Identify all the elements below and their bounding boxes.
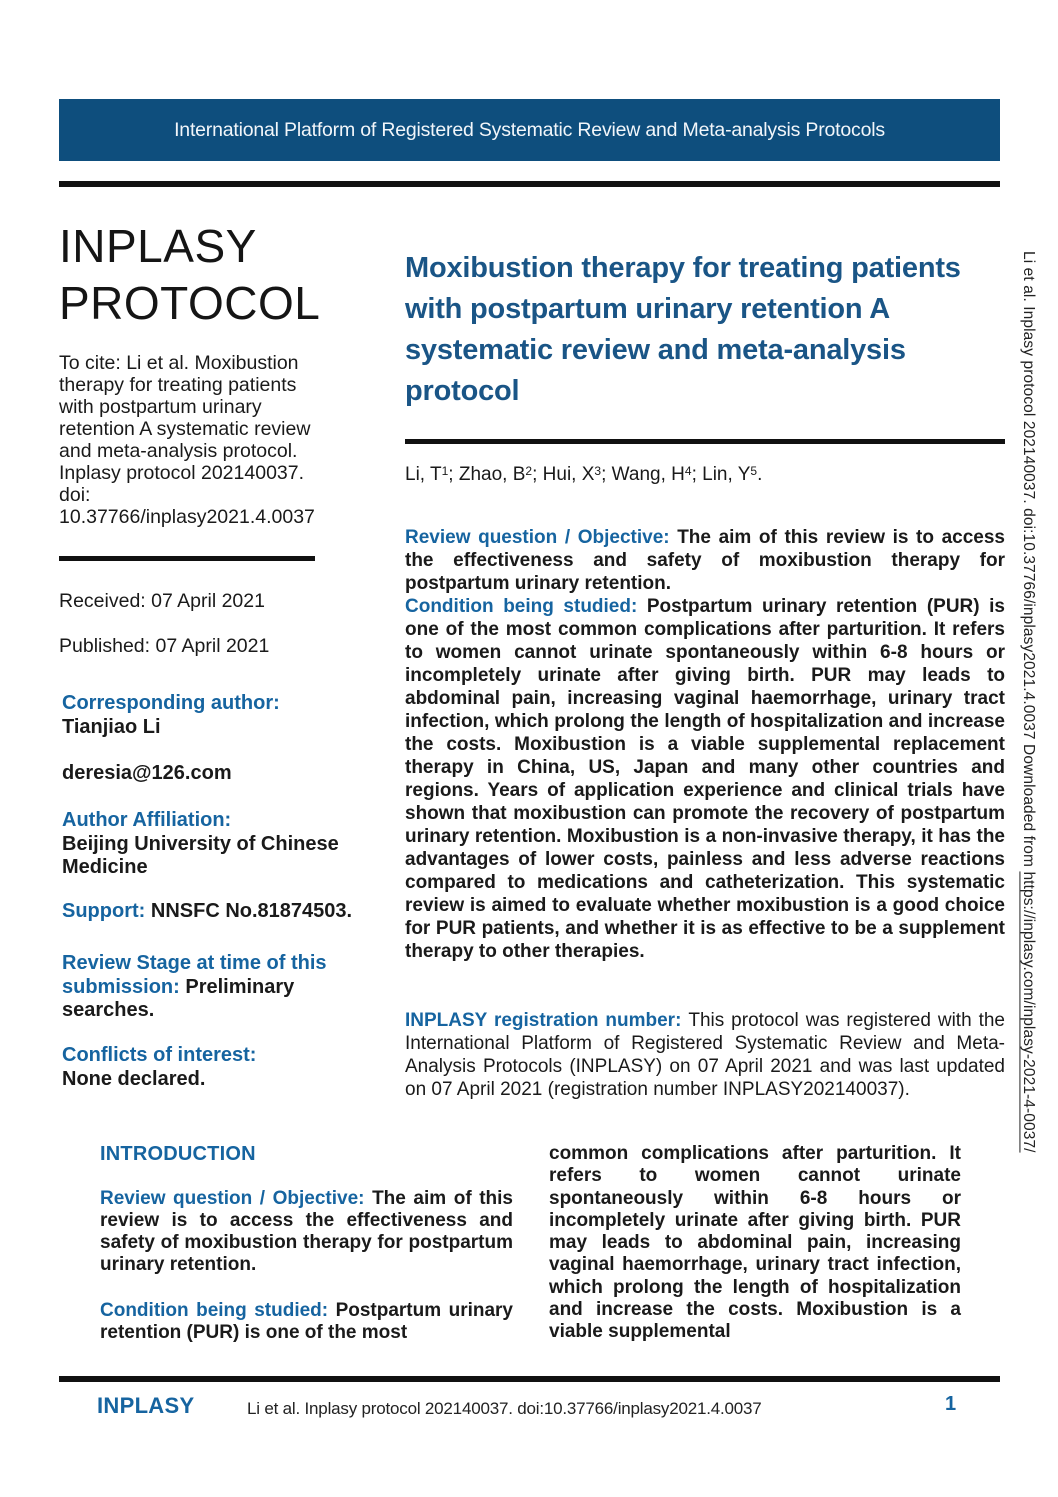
author-separator: ; <box>691 464 703 485</box>
author-affiliation-label: Author Affiliation: <box>62 809 232 831</box>
condition-section <box>405 595 1005 963</box>
masthead-line2: PROTOCOL <box>59 277 321 329</box>
registration-section <box>405 1009 1005 1101</box>
author-separator: ; <box>448 464 459 485</box>
conflicts-value: None declared. <box>62 1067 206 1090</box>
support-block <box>62 900 374 924</box>
received-date: Received: 07 April 2021 <box>59 590 265 612</box>
condition-text: Postpartum urinary retention (PUR) is one of the most common complications after parturition. It refers to women cannot urinate spontaneously within 6-8 hours or incompletely urinate after giving birth. PUR may leads to abdominal pain, increasing vaginal haemorrhage, urinary tract infection, which prolong the length of hospitalization and increase the costs. Moxibustion is a viable supplemental replacement therapy in China, US, Japan and many other countries and regions. Years of application experience and clinical trials have shown that moxibustion can promote the recovery of postpartum urinary retention. Moxibustion is a non-invasive therapy, it has the advantages of lower costs, painless and less adverse reactions compared to medications and catheterization. This systematic review is aimed to evaluate whether moxibustion is a good choice for PUR patients, and whether it is as effective to be a supplement therapy to other therapies. <box>405 596 1005 962</box>
author-name: Li, T <box>405 464 442 485</box>
sidebar-citation-text: Li et al. Inplasy protocol 202140037. doi:10.37766/inplasy2021.4.0037 Downloaded from <box>1020 251 1037 872</box>
registration-label: INPLASY registration number: <box>405 1010 689 1031</box>
conflicts-label: Conflicts of interest: <box>62 1044 257 1066</box>
intro-review-question-label: Review question / Objective: <box>100 1188 373 1209</box>
journal-banner-title: International Platform of Registered Systematic Review and Meta-analysis Protocols <box>174 118 885 141</box>
author-superscript: 2 <box>525 464 533 478</box>
introduction-column-right <box>549 1143 961 1344</box>
article-header <box>405 248 1005 412</box>
condition-label: Condition being studied: <box>405 596 647 617</box>
review-stage-label: Review Stage at time of this submission: <box>62 952 327 998</box>
title-divider <box>405 439 1005 444</box>
registration-text: This protocol was registered with the International Platform of Registered Systematic Review and Meta-Analysis Protocols (INPLASY) on 07 April 2021 and was last updated on 07 April 2021 (registration number INPLASY202140037). <box>405 1010 1005 1100</box>
author-superscript: 3 <box>594 464 602 478</box>
intro-review-question-section <box>100 1188 513 1276</box>
footer-divider <box>59 1376 1000 1382</box>
author-separator: ; <box>532 464 543 485</box>
published-date: Published: 07 April 2021 <box>59 635 270 657</box>
author-superscript: 1 <box>441 464 449 478</box>
intro-condition-section <box>100 1300 513 1344</box>
author-name: Zhao, B <box>458 464 526 485</box>
masthead <box>59 218 399 332</box>
author-affiliation-value: Beijing University of Chinese Medicine <box>62 832 339 878</box>
intro-continuation-text: common complications after parturition. It refers to women cannot urinate spontaneously within 6-8 hours or incompletely urinate after giving birth. PUR may leads to abdominal pain, increasing vaginal haemorrhage, urinary tract infection, which prolong the length of hospitalization and increase the costs. Moxibustion is a viable supplemental <box>549 1143 961 1343</box>
author-separator: . <box>757 464 763 485</box>
intro-condition-text: Postpartum urinary retention (PUR) is one of the most <box>100 1300 513 1343</box>
support-value: NNSFC No.81874503. <box>150 900 353 922</box>
author-superscript: 4 <box>684 464 692 478</box>
introduction-column-left <box>100 1143 513 1344</box>
to-cite-text: To cite: Li et al. Moxibustion therapy for treating patients with postpartum urinary retention A systematic review and meta-analysis protocol. Inplasy protocol 202140037. doi: 10.37766/inplasy2021.4.0037 <box>59 352 315 528</box>
author-name: Lin, Y <box>702 464 751 485</box>
corresponding-author-name: Tianjiao Li <box>62 715 161 738</box>
author-name: Hui, X <box>542 464 595 485</box>
review-question-section <box>405 526 1005 595</box>
intro-condition-label: Condition being studied: <box>100 1300 336 1321</box>
footer-citation: Li et al. Inplasy protocol 202140037. doi:10.37766/inplasy2021.4.0037 <box>247 1399 762 1418</box>
page-number: 1 <box>945 1393 957 1415</box>
author-superscript: 5 <box>750 464 758 478</box>
author-affiliation-block <box>62 809 374 880</box>
sidebar-citation <box>1019 251 1037 1491</box>
author-name: Wang, H <box>611 464 685 485</box>
cite-divider <box>59 556 315 561</box>
journal-banner <box>59 99 1000 161</box>
conflicts-block <box>62 1044 374 1091</box>
introduction-heading: INTRODUCTION <box>100 1143 256 1165</box>
author-email: deresia@126.com <box>62 762 232 784</box>
sidebar-download-link[interactable]: https://inplasy.com/inplasy-2021-4-0037/ <box>1020 871 1037 1153</box>
masthead-line1: INPLASY <box>59 220 257 272</box>
review-stage-block <box>62 952 374 1023</box>
review-question-label: Review question / Objective: <box>405 527 678 548</box>
intro-review-question-text: The aim of this review is to access the effectiveness and safety of moxibustion therapy for postpartum urinary retention. <box>100 1188 513 1275</box>
corresponding-author-label: Corresponding author: <box>62 692 280 714</box>
support-label: Support: <box>62 900 151 922</box>
review-stage-value: Preliminary searches. <box>62 975 295 1021</box>
author-list <box>405 464 1005 486</box>
top-divider <box>59 181 1000 187</box>
corresponding-author-block <box>62 692 374 739</box>
article-title: Moxibustion therapy for treating patients with postpartum urinary retention A systematic review and meta-analysis protocol <box>405 252 961 407</box>
review-question-text: The aim of this review is to access the effectiveness and safety of moxibustion therapy for postpartum urinary retention. <box>405 527 1005 594</box>
footer-brand: INPLASY <box>97 1393 195 1418</box>
author-separator: ; <box>601 464 612 485</box>
